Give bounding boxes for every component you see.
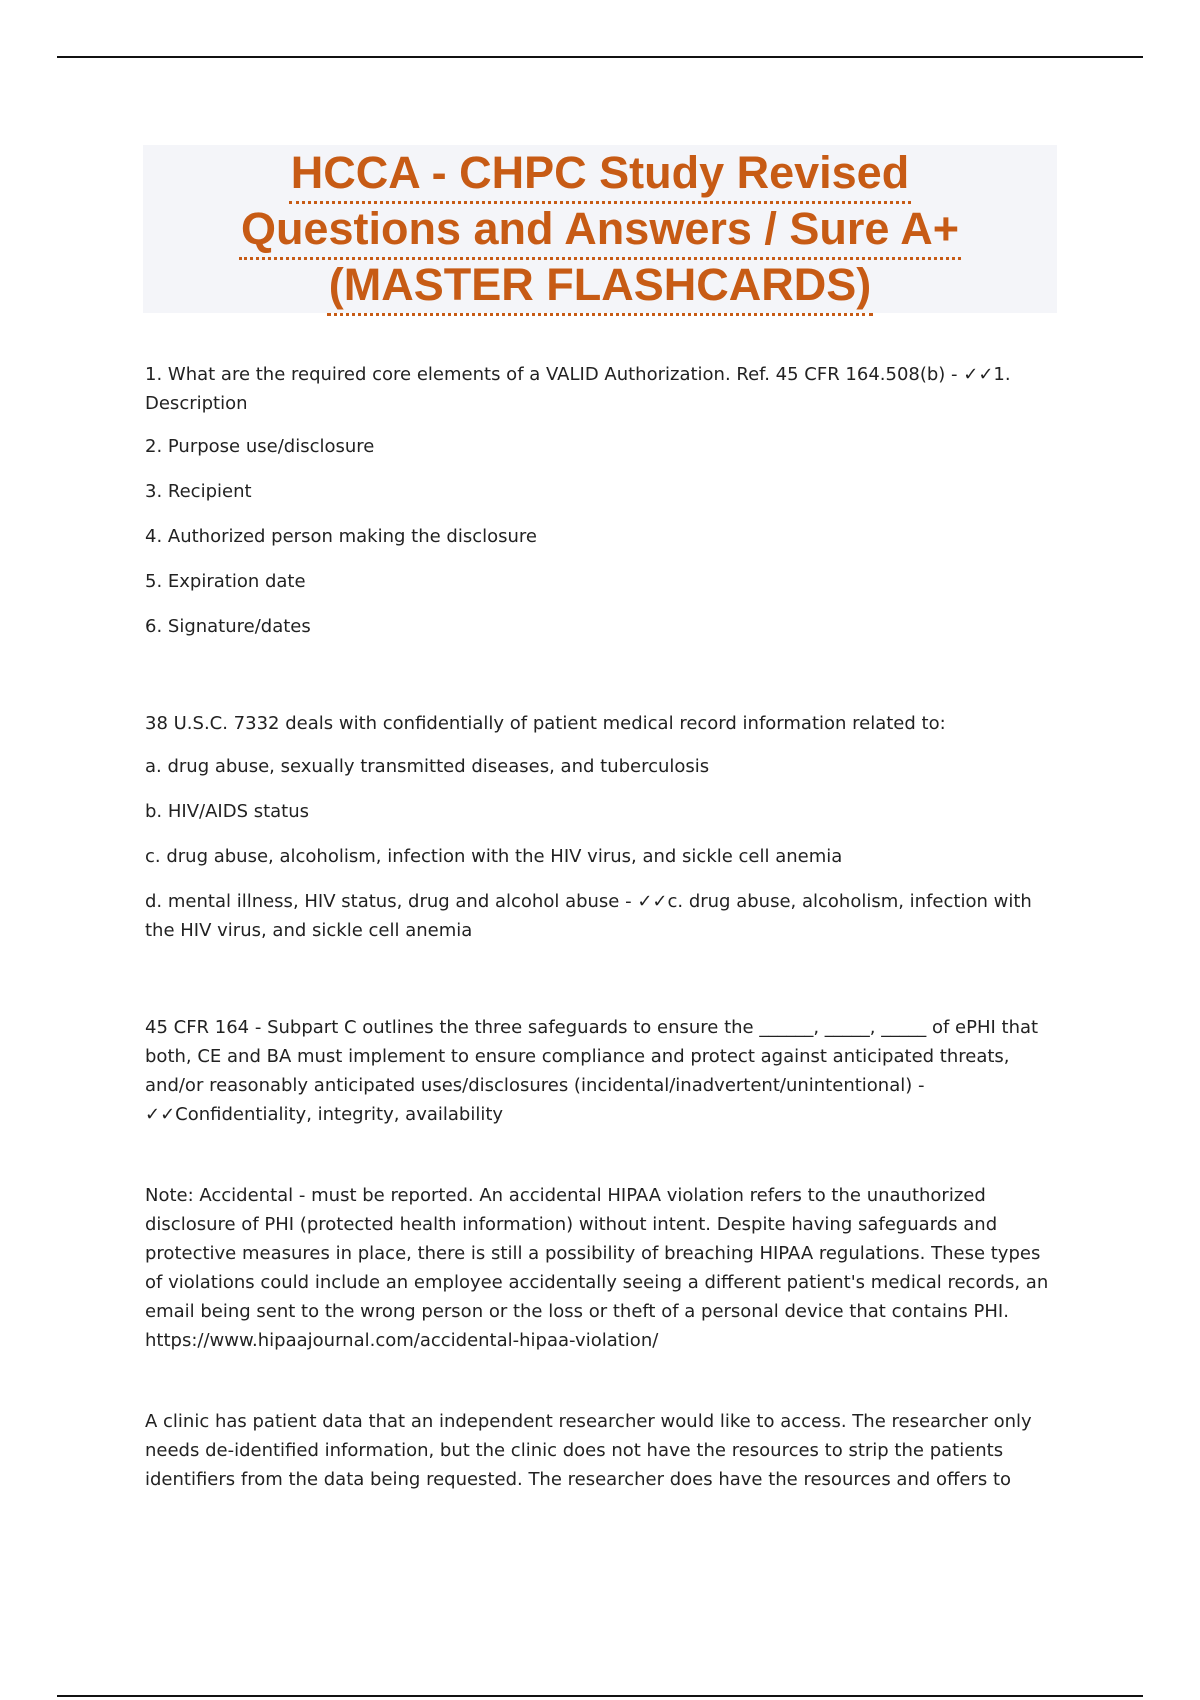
question-1-item-3: 3. Recipient: [145, 481, 252, 502]
document-title-line-1: HCCA - CHPC Study Revised: [289, 145, 911, 204]
footer-rule: [57, 1695, 1143, 1697]
question-2-option-a: a. drug abuse, sexually transmitted diseases, and tuberculosis: [145, 756, 710, 777]
question-1-item-6: 6. Signature/dates: [145, 616, 311, 637]
document-body: [145, 360, 1060, 1494]
question-1-prompt: 1. What are the required core elements of a VALID Authorization. Ref. 45 CFR 164.508(b) - ✓✓1. Description: [145, 364, 1011, 414]
question-2-option-d-answer: d. mental illness, HIV status, drug and alcohol abuse - ✓✓c. drug abuse, alcoholism, infection with the HIV virus, and sickle cell anemia: [145, 891, 1032, 941]
question-2-stem: 38 U.S.C. 7332 deals with confidentially of patient medical record information related to:: [145, 713, 946, 734]
document-title-box: [143, 145, 1057, 313]
header-rule: [57, 56, 1143, 58]
question-1-item-5: 5. Expiration date: [145, 571, 306, 592]
question-2-option-b: b. HIV/AIDS status: [145, 801, 310, 822]
document-title-line-3: (MASTER FLASHCARDS): [327, 257, 873, 316]
question-1-item-4: 4. Authorized person making the disclosure: [145, 526, 537, 547]
accidental-violation-note: Note: Accidental - must be reported. An accidental HIPAA violation refers to the unauthorized disclosure of PHI (protected health information) without intent. Despite having safeguards and protective measures in place, there is still a possibility of breaching HIPAA regulations. These types of violations could include an employee accidentally seeing a different patient's medical records, an email being sent to the wrong person or the loss or theft of a personal device that contains PHI. https://www.hipaajournal.com/accidental-hipaa-violation/: [145, 1185, 1049, 1351]
question-1-item-2: 2. Purpose use/disclosure: [145, 436, 375, 457]
document-title-line-2: Questions and Answers / Sure A+: [239, 201, 961, 260]
question-2-option-c: c. drug abuse, alcoholism, infection with the HIV virus, and sickle cell anemia: [145, 846, 843, 867]
question-3-text: 45 CFR 164 - Subpart C outlines the three safeguards to ensure the ______, _____, _____ of ePHI that both, CE and BA must implement to ensure compliance and protect against anticipated threats, and/or reasonably anticipated uses/disclosures (incidental/inadvertent/unintentional) - ✓✓Confidentiality, integrity, availability: [145, 1017, 1039, 1125]
question-4-text: A clinic has patient data that an independent researcher would like to access. The researcher only needs de-identified information, but the clinic does not have the resources to strip the patients identifiers from the data being requested. The researcher does have the resources and offers to: [145, 1411, 1032, 1490]
